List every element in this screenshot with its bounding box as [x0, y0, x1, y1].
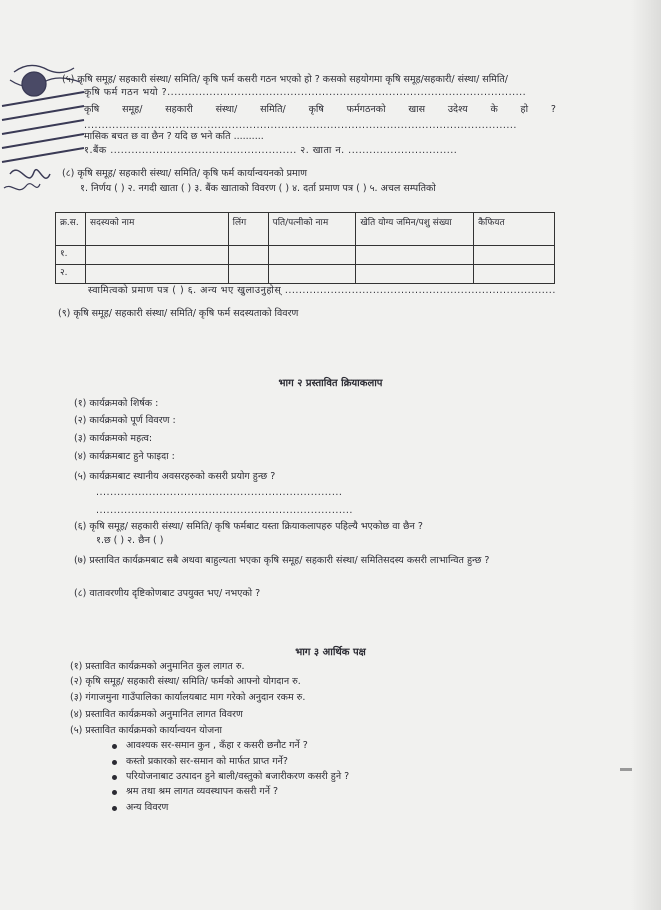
item5-question-cont: कृषि फर्म गठन भयो ?...................................................................................................... — [84, 87, 527, 98]
part2-item4: (४) कार्यक्रमबाट हुने फाइदा : — [74, 451, 175, 462]
item9-membership: (९) कृषि समूह/ सहकारी संस्था/ समिति/ कृषि फर्म सदस्यताको विवरण — [58, 308, 299, 319]
purpose-word: के — [490, 104, 498, 115]
table-cell — [228, 246, 268, 265]
table-cell — [268, 246, 356, 265]
table-cell — [474, 246, 555, 265]
table-header-row — [56, 213, 555, 246]
part3-item1: (१) प्रस्तावित कार्यक्रमको अनुमानित कुल लागत रु. — [70, 661, 245, 672]
purpose-word: हो — [520, 104, 529, 115]
column-header: कैफियत — [474, 213, 555, 246]
savings-question: मासिक बचत छ वा छैन ? यदि छ भने कति .......... — [84, 131, 264, 142]
part2-item7: (७) प्रस्तावित कार्यक्रमबाट सबै अथवा बाहुल्यता भएका कृषि समूह/ सहकारी संस्था/ समितिसदस्य कसरी लाभान्वित हुन्छ ? — [74, 555, 490, 566]
item5-question: (५) कृषि समूह/ सहकारी संस्था/ समिति/ कृषि फर्म कसरी गठन भएको हो ? कसको सहयोगमा कृषि समूह/सहकारी/ संस्था/ समिति/ — [62, 74, 508, 85]
purpose-word: कृषि — [84, 104, 100, 115]
part2-heading: भाग २ प्रस्तावित क्रियाकलाप — [278, 378, 383, 389]
part3-item5: (५) प्रस्तावित कार्यक्रमको कार्यान्वयन योजना — [70, 725, 222, 736]
plan-bullet: कस्तो प्रकारको सर-समान को मार्फत प्राप्त गर्ने? — [126, 756, 288, 767]
purpose-word: ? — [550, 104, 556, 115]
plan-bullet: श्रम तथा श्रम लागत व्यवस्थापन कसरी गर्ने ? — [126, 786, 279, 797]
table-cell — [228, 265, 268, 284]
part2-item5: (५) कार्यक्रमबाट स्थानीय अवसरहरुको कसरी प्रयोग हुन्छ ? — [74, 471, 276, 482]
purpose-word: फर्मगठनको — [346, 104, 386, 115]
item8-options: १. निर्णय ( ) २. नगदी खाता ( ) ३. बैंक खाताको विवरण ( ) ४. दर्ता प्रमाण पत्र ( ) ५. अचल सम्पतिको — [80, 183, 436, 194]
bullet-dot — [112, 760, 117, 765]
purpose-word: समूह/ — [122, 104, 143, 115]
part2-item2: (२) कार्यक्रमको पूर्ण विवरण : — [74, 415, 176, 426]
table-cell — [356, 246, 474, 265]
part2-item1: (१) कार्यक्रमको शिर्षक : — [74, 398, 159, 409]
bank-account-line: १.बैंक ..................................................... २. खाता न. ............................... — [84, 145, 458, 156]
table-cell — [85, 246, 228, 265]
bullet-dot — [112, 744, 117, 749]
purpose-word: संस्था/ — [215, 104, 238, 115]
bullet-dot — [112, 806, 117, 811]
bullet-dot — [112, 775, 117, 780]
members-table — [55, 212, 555, 284]
table-cell — [85, 265, 228, 284]
bullet-dot — [112, 790, 117, 795]
part3-item3: (३) गंगाजमुना गाउँपालिका कार्यालयबाट माग गरेको अनुदान रकम रु. — [70, 692, 306, 703]
purpose-word: खास — [408, 104, 425, 115]
part3-heading: भाग ३ आर्थिक पक्ष — [295, 647, 366, 658]
ownership-line: स्वामित्वको प्रमाण पत्र ( ) ६. अन्य भए खुलाउनुहोस् ............................................................................. — [88, 285, 556, 296]
table-row — [56, 265, 555, 284]
column-header: पति/पत्नीको नाम — [268, 213, 356, 246]
part2-item3: (३) कार्यक्रमको महत्व: — [74, 433, 153, 444]
part3-item2: (२) कृषि समूह/ सहकारी संस्था/ समिति/ फर्मको आफ्नो योगदान रु. — [70, 676, 301, 687]
purpose-word: समिति/ — [260, 104, 286, 115]
column-header: लिंग — [228, 213, 268, 246]
part2-item6: (६) कृषि समूह/ सहकारी संस्था/ समिति/ कृषि फर्मबाट यस्ता क्रियाकलापहरु पहिल्यै भएकोछ वा छैन ? — [74, 521, 423, 532]
plan-bullet: अन्य विवरण — [126, 802, 169, 813]
item8-evidence: (८) कृषि समूह/ सहकारी संस्था/ समिति/ कृषि फर्म कार्यान्वयनको प्रमाण — [62, 168, 308, 179]
plan-bullet: आवश्यक सर-समान कुन , कँहा र कसरी छनौट गर्ने ? — [126, 740, 308, 751]
table-row — [56, 246, 555, 265]
table-cell — [474, 265, 555, 284]
scan-shadow-edge — [631, 0, 661, 910]
column-header: सदस्यको नाम — [85, 213, 228, 246]
answer-dotted-line: ........................................................................................................................... — [84, 120, 517, 131]
purpose-word: कृषि — [308, 104, 324, 115]
part2-item8: (८) वातावरणीय दृष्टिकोणबाट उपयुक्त भए/ नभएको ? — [74, 588, 261, 599]
part3-item4: (४) प्रस्तावित कार्यक्रमको अनुमानित लागत विवरण — [70, 709, 243, 720]
column-header: खेति योग्य जमिन/पशु संख्या — [356, 213, 474, 246]
purpose-question — [84, 104, 556, 116]
table-cell: २. — [56, 265, 86, 284]
answer-dotted-line: ...................................................................... — [96, 487, 343, 498]
table-cell — [356, 265, 474, 284]
plan-bullet: परियोजनाबाट उत्पादन हुने बाली/वस्तुको बजारीकरण कसरी हुने ? — [126, 771, 350, 782]
purpose-word: उदेश्य — [447, 104, 468, 115]
purpose-word: सहकारी — [165, 104, 193, 115]
answer-dotted-line: ......................................................................... — [96, 505, 353, 516]
table-cell: १. — [56, 246, 86, 265]
scan-speck — [620, 768, 632, 771]
column-header: क्र.स. — [56, 213, 86, 246]
part2-item6-options: १.छ ( ) २. छैन ( ) — [96, 535, 164, 546]
table-cell — [268, 265, 356, 284]
